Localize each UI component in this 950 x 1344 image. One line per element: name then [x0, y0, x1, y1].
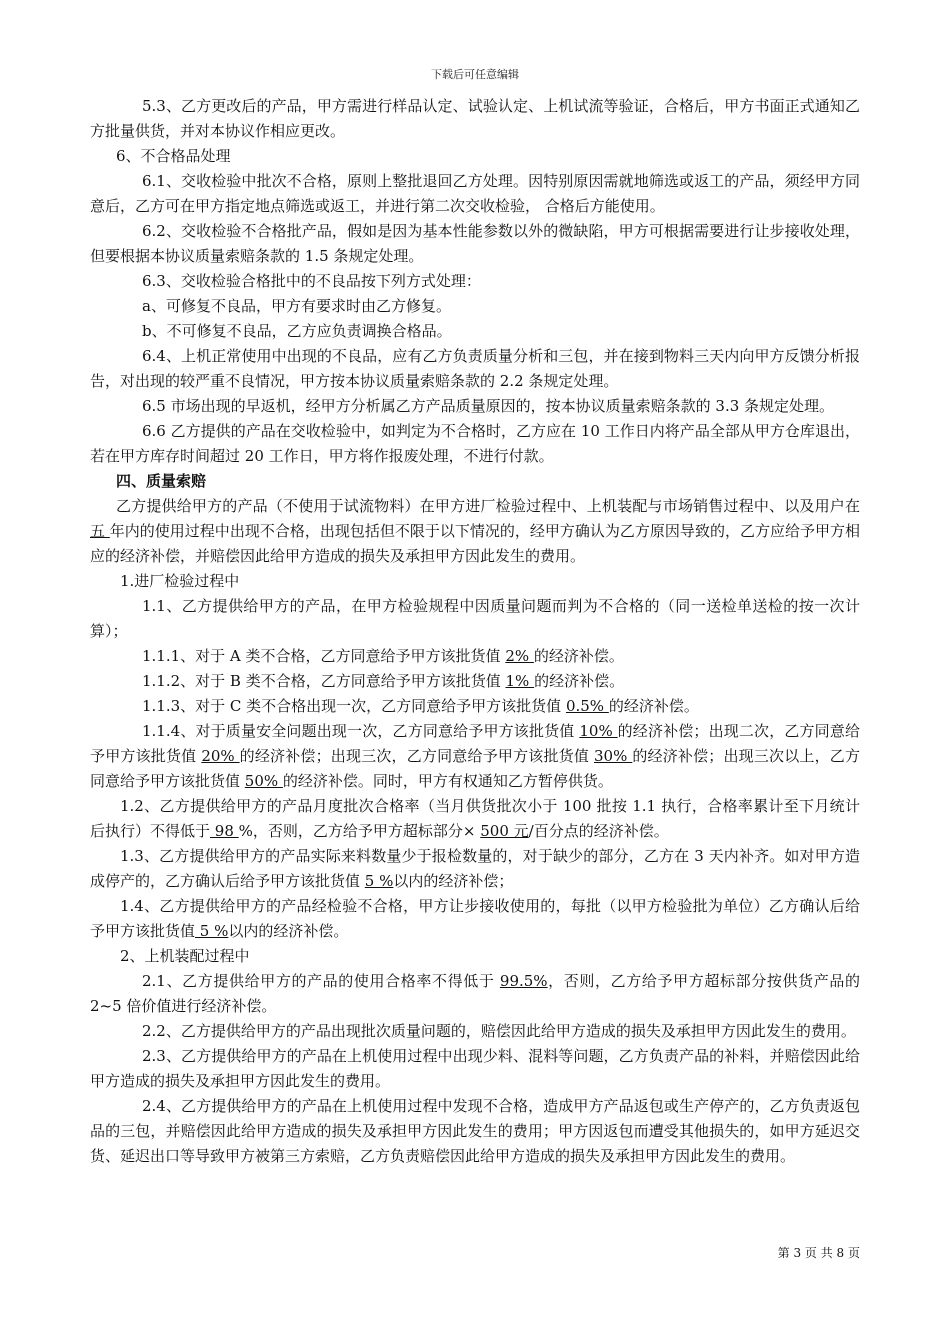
clause-1-3: 1.3、乙方提供给甲方的产品实际来料数量少于报检数量的，对于缺少的部分，乙方在 3 天内补齐。如对甲方造成停产的，乙方确认后给予甲方该批货值 5 %以内的经济补偿；	[90, 847, 860, 890]
section-4-heading: 四、质量索赔	[116, 472, 207, 490]
subsection-2-heading: 2、上机装配过程中	[120, 947, 250, 965]
clause-6-4: 6.4、上机正常使用中出现的不良品，应有乙方负责质量分析和三包，并在接到物料三天内向甲方反馈分析报告，对出现的较严重不良情况，甲方按本协议质量索赔条款的 2.2 条规定处理。	[90, 347, 860, 390]
quality-claim-intro: 乙方提供给甲方的产品（不使用于试流物料）在甲方进厂检验过程中、上机装配与市场销售过程中、以及用户在 五 年内的使用过程中出现不合格，出现包括但不限于以下情况的，经甲方确认为乙方原因导致的，乙方应给予甲方相应的经济补偿，并赔偿因此给甲方造成的损失及承担甲方因此发生的费用。	[90, 497, 860, 565]
clause-6-5: 6.5 市场出现的早返机，经甲方分析属乙方产品质量原因的，按本协议质量索赔条款的 3.3 条规定处理。	[142, 397, 835, 415]
penalty-amount: 500 元	[480, 822, 529, 840]
clause-6-3-b: b、不可修复不良品，乙方应负责调换合格品。	[142, 322, 452, 340]
compensation-rate: 50%	[244, 772, 283, 790]
compensation-rate: 1%	[505, 672, 535, 690]
clause-6-2: 6.2、交收检验不合格批产品，假如是因为基本性能参数以外的微缺陷，甲方可根据需要进行让步接收处理，但要根据本协议质量索赔条款的 1.5 条规定处理。	[90, 222, 860, 265]
clause-6-1: 6.1、交收检验中批次不合格，原则上整批退回乙方处理。因特别原因需就地筛选或返工的产品，须经甲方同意后，乙方可在甲方指定地点筛选或返工，并进行第二次交收检验， 合格后方能使用。	[90, 172, 860, 215]
compensation-rate: 2%	[505, 647, 534, 665]
compensation-rate: 20%	[201, 747, 240, 765]
clause-2-4: 2.4、乙方提供给甲方的产品在上机使用过程中发现不合格，造成甲方产品返包或生产停产的，乙方负责返包品的三包，并赔偿因此给甲方造成的损失及承担甲方因此发生的费用；甲方因返包而遭受其他损失的，如甲方延迟交货、延迟出口等导致甲方被第三方索赔，乙方负责赔偿因此给甲方造成的损失及承担甲方因此发生的费用。	[90, 1097, 860, 1165]
section-6-heading: 6、不合格品处理	[116, 147, 231, 165]
clause-2-1: 2.1、乙方提供给甲方的产品的使用合格率不得低于 99.5%，否则，乙方给予甲方超标部分按供货产品的 2~5 倍价值进行经济补偿。	[90, 972, 860, 1015]
clause-1-1-2: 1.1.2、对于 B 类不合格，乙方同意给予甲方该批货值 1% 的经济补偿。	[142, 672, 625, 690]
clause-1-4: 1.4、乙方提供给甲方的产品经检验不合格，甲方让步接收使用的，每批（以甲方检验批为单位）乙方确认后给予甲方该批货值 5 %以内的经济补偿。	[90, 897, 860, 940]
compensation-rate: 5 %	[195, 922, 229, 940]
clause-1-1-1: 1.1.1、对于 A 类不合格，乙方同意给予甲方该批货值 2% 的经济补偿。	[142, 647, 624, 665]
clause-6-3-a: a、可修复不良品，甲方有要求时由乙方修复。	[142, 297, 451, 315]
subsection-1-heading: 1.进厂检验过程中	[120, 572, 240, 590]
compensation-rate: 30%	[594, 747, 633, 765]
usage-pass-rate: 99.5%	[499, 972, 548, 990]
clause-1-1-3: 1.1.3、对于 C 类不合格出现一次，乙方同意给予甲方该批货值 0.5% 的经济补偿。	[142, 697, 699, 715]
page-number: 第 3 页 共 8 页	[777, 1246, 860, 1260]
clause-1-2: 1.2、乙方提供给甲方的产品月度批次合格率（当月供货批次小于 100 批按 1.1 执行，合格率累计至下月统计后执行）不得低于 98 %，否则，乙方给予甲方超标部分× 500 元/百分点的经济补偿。	[90, 797, 860, 840]
warranty-years: 五	[90, 522, 110, 540]
compensation-rate: 10%	[579, 722, 618, 740]
compensation-rate: 5 %	[364, 872, 394, 890]
clause-2-2: 2.2、乙方提供给甲方的产品出现批次质量问题的，赔偿因此给甲方造成的损失及承担甲方因此发生的费用。	[142, 1022, 856, 1040]
document-body	[90, 94, 860, 1169]
clause-1-1: 1.1、乙方提供给甲方的产品，在甲方检验规程中因质量问题而判为不合格的（同一送检单送检的按一次计算）；	[90, 597, 860, 640]
clause-6-6: 6.6 乙方提供的产品在交收检验中，如判定为不合格时，乙方应在 10 工作日内将产品全部从甲方仓库退出，若在甲方库存时间超过 20 工作日，甲方将作报废处理，不进行付款。	[90, 422, 860, 465]
page-header: 下载后可任意编辑	[431, 68, 519, 81]
clause-5-3: 5.3、乙方更改后的产品，甲方需进行样品认定、试验认定、上机试流等验证，合格后，甲方书面正式通知乙方批量供货，并对本协议作相应更改。	[90, 97, 860, 140]
clause-2-3: 2.3、乙方提供给甲方的产品在上机使用过程中出现少料、混料等问题，乙方负责产品的补料，并赔偿因此给甲方造成的损失及承担甲方因此发生的费用。	[90, 1047, 860, 1090]
pass-rate: 98	[210, 822, 239, 840]
compensation-rate: 0.5%	[565, 697, 609, 715]
clause-6-3: 6.3、交收检验合格批中的不良品按下列方式处理：	[142, 272, 481, 290]
clause-1-1-4: 1.1.4、对于质量安全问题出现一次，乙方同意给予甲方该批货值 10% 的经济补偿；出现二次，乙方同意给予甲方该批货值 20% 的经济补偿；出现三次，乙方同意给予甲方该批货值 30% 的经济补偿；出现三次以上，乙方同意给予甲方该批货值 50% 的经济补偿。同时，甲方有权通知乙方暂停供货。	[90, 722, 860, 790]
